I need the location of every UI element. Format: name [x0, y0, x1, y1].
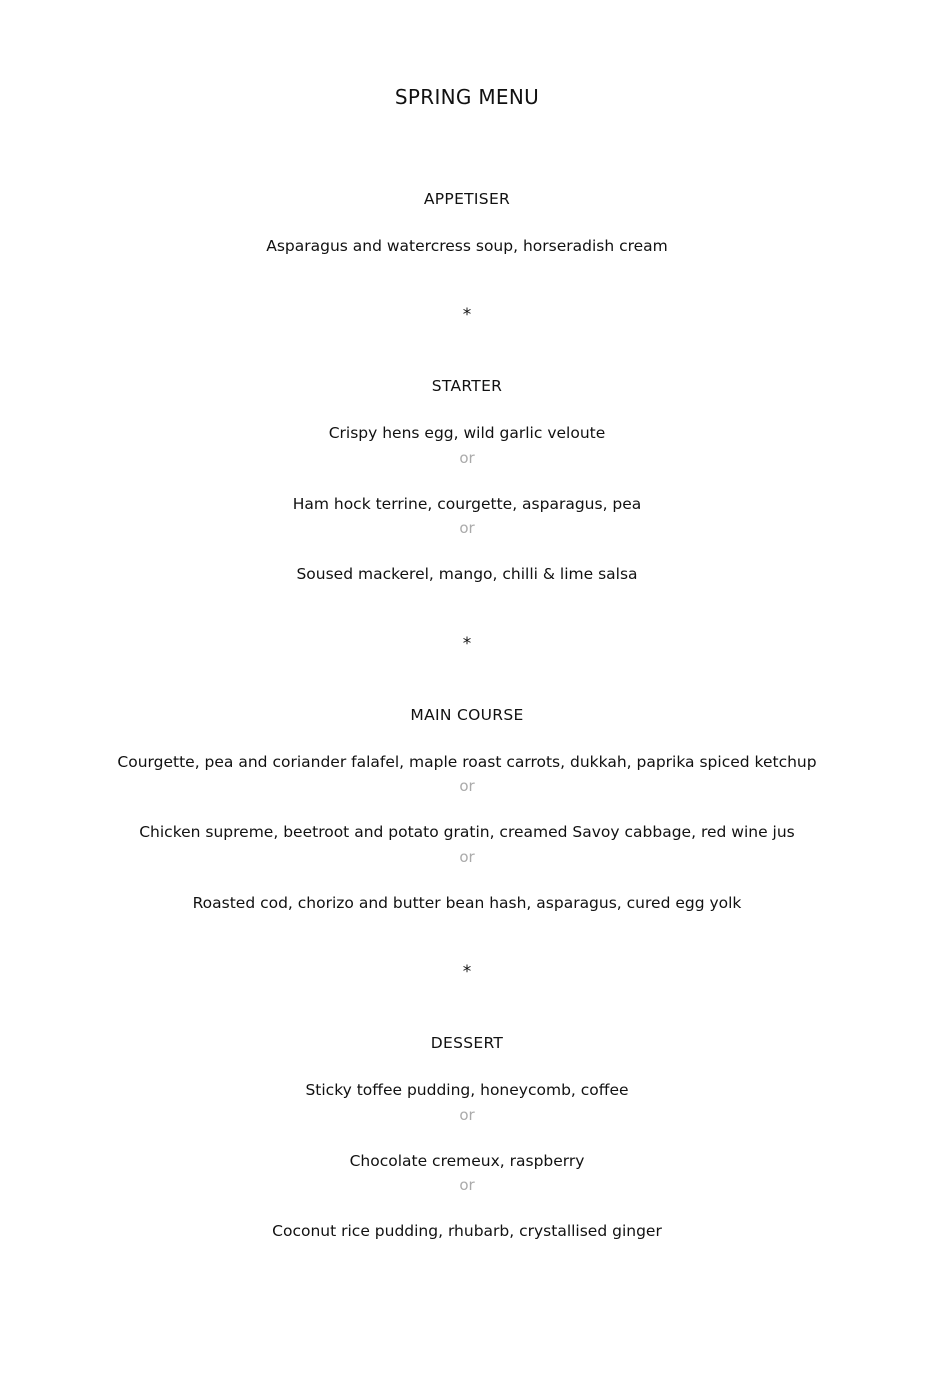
dish-main-1: Courgette, pea and coriander falafel, maple roast carrots, dukkah, paprika spiced ketchup [117, 753, 817, 771]
section-heading-main-course: MAIN COURSE [410, 706, 524, 724]
or-separator: or [459, 848, 475, 866]
dish-main-2: Chicken supreme, beetroot and potato gratin, creamed Savoy cabbage, red wine jus [139, 823, 795, 841]
dish-dessert-3: Coconut rice pudding, rhubarb, crystallised ginger [272, 1222, 662, 1240]
section-divider: * [462, 305, 472, 325]
section-divider: * [462, 962, 472, 982]
dish-starter-2: Ham hock terrine, courgette, asparagus, pea [292, 495, 642, 513]
section-heading-dessert: DESSERT [430, 1034, 504, 1052]
or-separator: or [459, 519, 475, 537]
or-separator: or [459, 777, 475, 795]
section-divider: * [462, 634, 472, 654]
or-separator: or [459, 1176, 475, 1194]
or-separator: or [459, 449, 475, 467]
section-heading-appetiser: APPETISER [423, 190, 511, 208]
dish-appetiser-1: Asparagus and watercress soup, horseradish cream [266, 237, 668, 255]
section-heading-starter: STARTER [431, 377, 503, 395]
dish-main-3: Roasted cod, chorizo and butter bean hash, asparagus, cured egg yolk [192, 894, 742, 912]
dish-starter-3: Soused mackerel, mango, chilli & lime salsa [296, 565, 638, 583]
menu-title: SPRING MENU [394, 85, 540, 109]
dish-dessert-2: Chocolate cremeux, raspberry [349, 1152, 585, 1170]
dish-dessert-1: Sticky toffee pudding, honeycomb, coffee [305, 1081, 629, 1099]
dish-starter-1: Crispy hens egg, wild garlic veloute [328, 424, 606, 442]
or-separator: or [459, 1106, 475, 1124]
